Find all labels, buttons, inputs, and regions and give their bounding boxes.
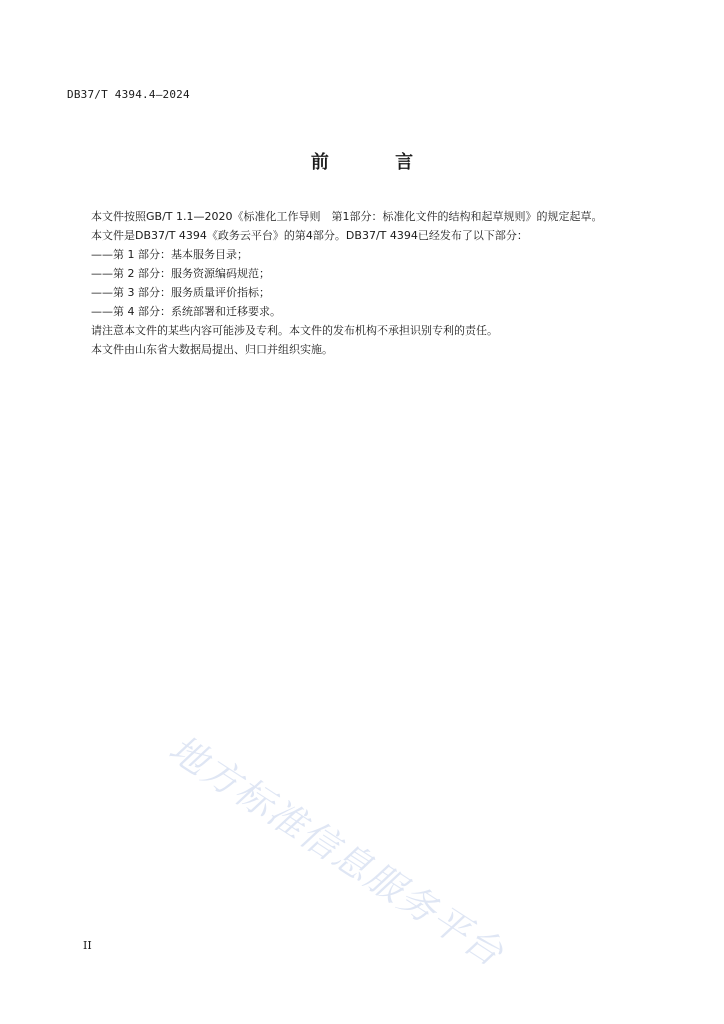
- document-code-header: DB37/T 4394.4—2024: [67, 88, 190, 101]
- list-item-part-1: ——第 1 部分：基本服务目录；: [91, 248, 248, 261]
- watermark: 地方标准信息服务平台: [161, 726, 512, 976]
- list-item-part-3: ——第 3 部分：服务质量评价指标；: [91, 286, 270, 299]
- paragraph-proposer: 本文件由山东省大数据局提出、归口并组织实施。: [91, 343, 333, 356]
- paragraph-series-intro: 本文件是DB37/T 4394《政务云平台》的第4部分。DB37/T 4394已经发布了以下部分：: [91, 229, 528, 242]
- list-item-part-2: ——第 2 部分：服务资源编码规范；: [91, 267, 270, 280]
- paragraph-patent-notice: 请注意本文件的某些内容可能涉及专利。本文件的发布机构不承担识别专利的责任。: [91, 324, 498, 337]
- paragraph-drafting-rules: 本文件按照GB/T 1.1—2020《标准化工作导则 第1部分：标准化文件的结构和起草规则》的规定起草。: [91, 210, 603, 223]
- page-title: 前 言: [310, 152, 444, 173]
- foreword-body: [67, 207, 652, 359]
- page-number: II: [83, 939, 92, 952]
- list-item-part-4: ——第 4 部分：系统部署和迁移要求。: [91, 305, 281, 318]
